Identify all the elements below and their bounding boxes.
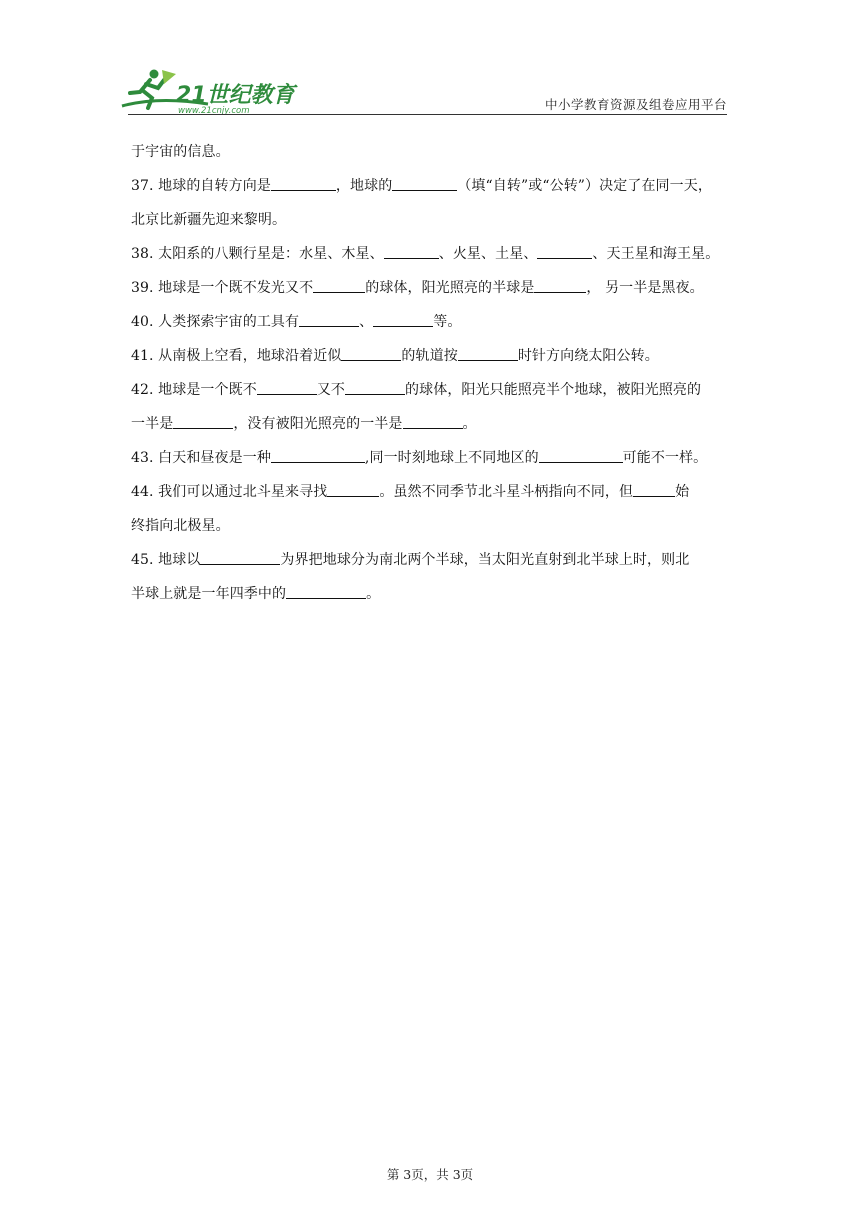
- question-44: 44. 我们可以通过北斗星来寻找 。虽然不同季节北斗星斗柄指向不同，但 始: [131, 484, 690, 500]
- page-header: [0, 0, 860, 120]
- answer-blank[interactable]: [384, 244, 439, 259]
- question-43: 43. 白天和昼夜是一种 ,同一时刻地球上不同地区的 可能不一样。: [131, 450, 708, 466]
- question-45: 45. 地球以 为界把地球分为南北两个半球，当太阳光直射到北半球上时，则北: [131, 552, 690, 568]
- logo-url: www.21cnjy.com: [178, 106, 250, 116]
- answer-blank[interactable]: [173, 414, 233, 429]
- answer-blank[interactable]: [539, 448, 623, 463]
- answer-blank[interactable]: [345, 380, 405, 395]
- answer-blank[interactable]: [271, 448, 365, 463]
- answer-blank[interactable]: [392, 176, 457, 191]
- question-42: 42. 地球是一个既不 又不 的球体，阳光只能照亮半个地球，被阳光照亮的: [131, 382, 702, 398]
- answer-blank[interactable]: [403, 414, 463, 429]
- question-44-cont: 终指向北极星。: [131, 518, 230, 534]
- runner-logo-icon: [118, 66, 308, 116]
- question-37: 37. 地球的自转方向是 ，地球的 （填“自转”或“公转”）决定了在同一天，: [131, 178, 712, 194]
- question-38: 38. 太阳系的八颗行星是：水星、木星、 、火星、土星、 、天王星和海王星。: [131, 246, 720, 262]
- answer-blank[interactable]: [373, 312, 433, 327]
- answer-blank[interactable]: [313, 278, 365, 293]
- continued-text: 于宇宙的信息。: [131, 144, 230, 160]
- answer-blank[interactable]: [458, 346, 518, 361]
- answer-blank[interactable]: [537, 244, 592, 259]
- answer-blank[interactable]: [271, 176, 336, 191]
- answer-blank[interactable]: [286, 584, 366, 599]
- answer-blank[interactable]: [534, 278, 586, 293]
- question-42-cont: 一半是 ，没有被阳光照亮的一半是 。: [131, 416, 477, 432]
- question-45-cont: 半球上就是一年四季中的 。: [131, 586, 381, 602]
- page-number: 第 3页，共 3页: [386, 1167, 474, 1182]
- answer-blank[interactable]: [341, 346, 401, 361]
- question-37-cont: 北京比新疆先迎来黎明。: [131, 212, 287, 228]
- question-40: 40. 人类探索宇宙的工具有 、 等。: [131, 314, 462, 330]
- answer-blank[interactable]: [200, 550, 280, 565]
- question-41: 41. 从南极上空看，地球沿着近似 的轨道按 时针方向绕太阳公转。: [131, 348, 659, 364]
- answer-blank[interactable]: [327, 482, 379, 497]
- header-divider: [128, 114, 727, 115]
- answer-blank[interactable]: [257, 380, 317, 395]
- logo-text: 21世纪教育: [176, 83, 295, 108]
- answer-blank[interactable]: [299, 312, 359, 327]
- answer-blank[interactable]: [633, 482, 675, 497]
- site-logo[interactable]: [118, 66, 308, 116]
- question-39: 39. 地球是一个既不发光又不 的球体，阳光照亮的半球是 ， 另一半是黑夜。: [131, 280, 704, 296]
- platform-name: 中小学教育资源及组卷应用平台: [544, 97, 727, 112]
